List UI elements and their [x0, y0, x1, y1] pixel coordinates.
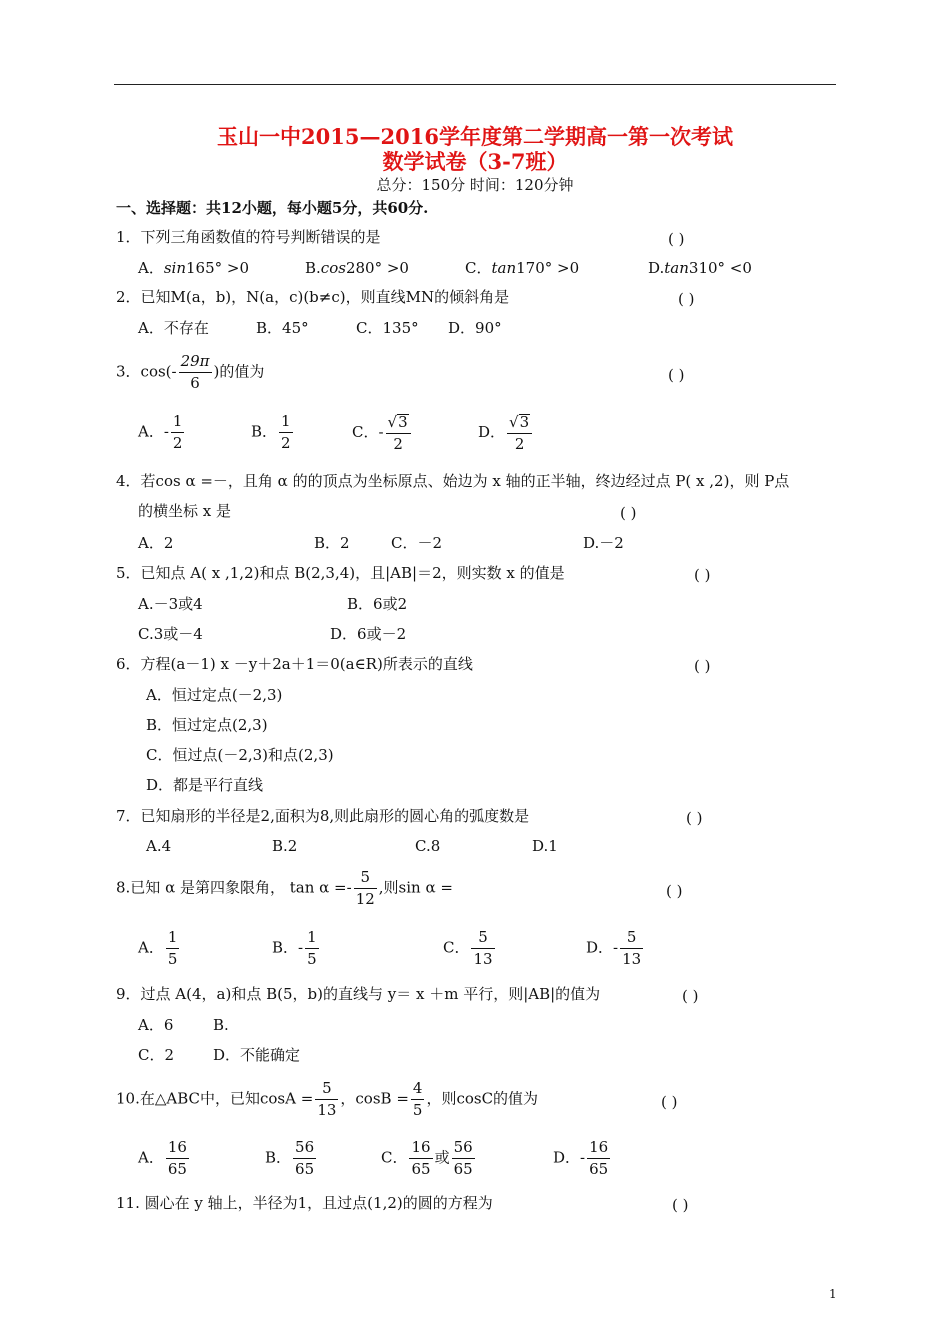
q10-option-a: A． $\frac{16}{65}$ [138, 1138, 187, 1178]
answer-paren: ( ) [668, 366, 685, 384]
q1-option-d: D.tan310° <0 [648, 259, 752, 277]
q3-option-d: D． $\frac{√3}{2}$ [478, 414, 534, 452]
q9-option-c: C．2 [138, 1046, 175, 1064]
exam-title: 玉山一中2015—2016学年度第二学期高一第一次考试 [217, 124, 733, 149]
q6-option-a: A．恒过定点(－2,3) [146, 686, 283, 704]
section-heading: 一、选择题：共12小题，每小题5分，共60分. [116, 199, 429, 217]
q6-option-b: B．恒过定点(2,3) [146, 716, 268, 734]
q4-option-c: C．－2 [391, 534, 443, 552]
question-1-stem: 1．下列三角函数值的符号判断错误的是 [116, 228, 381, 246]
q3-option-c: C．- $\frac{√3}{2}$ [352, 414, 413, 452]
q7-option-c: C.8 [415, 837, 441, 855]
q4-option-a: A．2 [138, 534, 174, 552]
answer-paren: ( ) [682, 987, 699, 1005]
q9-option-b: B. [213, 1016, 229, 1034]
question-7-stem: 7．已知扇形的半径是2,面积为8,则此扇形的圆心角的弧度数是 [116, 807, 530, 825]
question-3-stem: 3．cos(- $\frac{29\pi}{6}$ )的值为 [116, 352, 265, 392]
q10-option-b: B． $\frac{56}{65}$ [265, 1138, 315, 1178]
answer-paren: ( ) [694, 566, 711, 584]
q6-option-d: D．都是平行直线 [146, 776, 264, 794]
question-9-stem: 9．过点 A(4，a)和点 B(5，b)的直线与 y＝ x ＋m 平行，则|AB|的值为 [116, 985, 601, 1003]
q4-option-b: B．2 [314, 534, 350, 552]
answer-paren: ( ) [666, 882, 683, 900]
q4-option-d: D.－2 [583, 534, 624, 552]
q10-option-c: C． $\frac{16}{65}$ 或 $\frac{56}{65}$ [381, 1138, 473, 1178]
q1-option-a: A．sin165° >0 [138, 259, 250, 277]
q8-option-a: A． $\frac{1}{5}$ [138, 928, 178, 968]
q9-option-d: D．不能确定 [213, 1046, 301, 1064]
q7-option-a: A.4 [146, 837, 172, 855]
q9-option-a: A．6 [138, 1016, 174, 1034]
answer-paren: ( ) [620, 504, 637, 522]
exam-subtitle: 数学试卷（3-7班） [382, 149, 568, 174]
question-4-stem-cont: 的横坐标 x 是 [138, 502, 231, 520]
q3-option-a: A．- $\frac{1}{2}$ [138, 412, 183, 452]
q7-option-d: D.1 [532, 837, 558, 855]
header-rule [114, 84, 836, 85]
fraction: $\frac{29\pi}{6}$ [180, 352, 210, 392]
question-5-stem: 5．已知点 A( x ,1,2)和点 B(2,3,4)，且|AB|＝2，则实数 x 的值是 [116, 564, 565, 582]
q1-option-b: B.cos280° >0 [305, 259, 409, 277]
answer-paren: ( ) [668, 230, 685, 248]
answer-paren: ( ) [661, 1093, 678, 1111]
answer-paren: ( ) [672, 1196, 689, 1214]
q8-option-d: D．- $\frac{5}{13}$ [586, 928, 642, 968]
page-number: 1 [829, 1287, 837, 1301]
q5-option-d: D．6或－2 [330, 625, 407, 643]
q5-option-c: C.3或－4 [138, 625, 203, 643]
question-8-stem: 8.已知 α 是第四象限角， tan α =- $\frac{5}{12}$ ,则sin α = [116, 868, 453, 908]
q8-option-c: C． $\frac{5}{13}$ [443, 928, 493, 968]
q8-option-b: B．- $\frac{1}{5}$ [272, 928, 317, 968]
q5-option-a: A.－3或4 [138, 595, 203, 613]
question-11-stem: 11. 圆心在 y 轴上，半径为1，且过点(1,2)的圆的方程为 [116, 1194, 493, 1212]
q3-option-b: B． $\frac{1}{2}$ [251, 412, 291, 452]
q5-option-b: B．6或2 [347, 595, 408, 613]
question-4-stem: 4．若cos α =－，且角 α 的的顶点为坐标原点、始边为 x 轴的正半轴，终边经过点 P( x ,2)，则 P点 [116, 472, 790, 490]
q1-option-c: C．tan170° >0 [465, 259, 580, 277]
question-6-stem: 6．方程(a－1) x －y＋2a＋1＝0(a∈R)所表示的直线 [116, 655, 473, 673]
answer-paren: ( ) [686, 809, 703, 827]
q7-option-b: B.2 [272, 837, 298, 855]
q2-option-a: A．不存在 [138, 319, 209, 337]
question-2-stem: 2．已知M(a，b)，N(a，c)(b≠c)，则直线MN的倾斜角是 [116, 288, 510, 306]
q2-option-b: B．45° [256, 319, 309, 337]
q6-option-c: C．恒过点(－2,3)和点(2,3) [146, 746, 334, 764]
exam-info: 总分：150分 时间：120分钟 [376, 176, 574, 194]
q2-option-d: D．90° [448, 319, 502, 337]
question-10-stem: 10.在△ABC中，已知cosA = $\frac{5}{13}$ ，cosB = $\frac{4}{5}$ ，则cosC的值为 [116, 1079, 539, 1119]
answer-paren: ( ) [678, 290, 695, 308]
answer-paren: ( ) [694, 657, 711, 675]
q2-option-c: C．135° [356, 319, 419, 337]
q10-option-d: D．- $\frac{16}{65}$ [553, 1138, 609, 1178]
